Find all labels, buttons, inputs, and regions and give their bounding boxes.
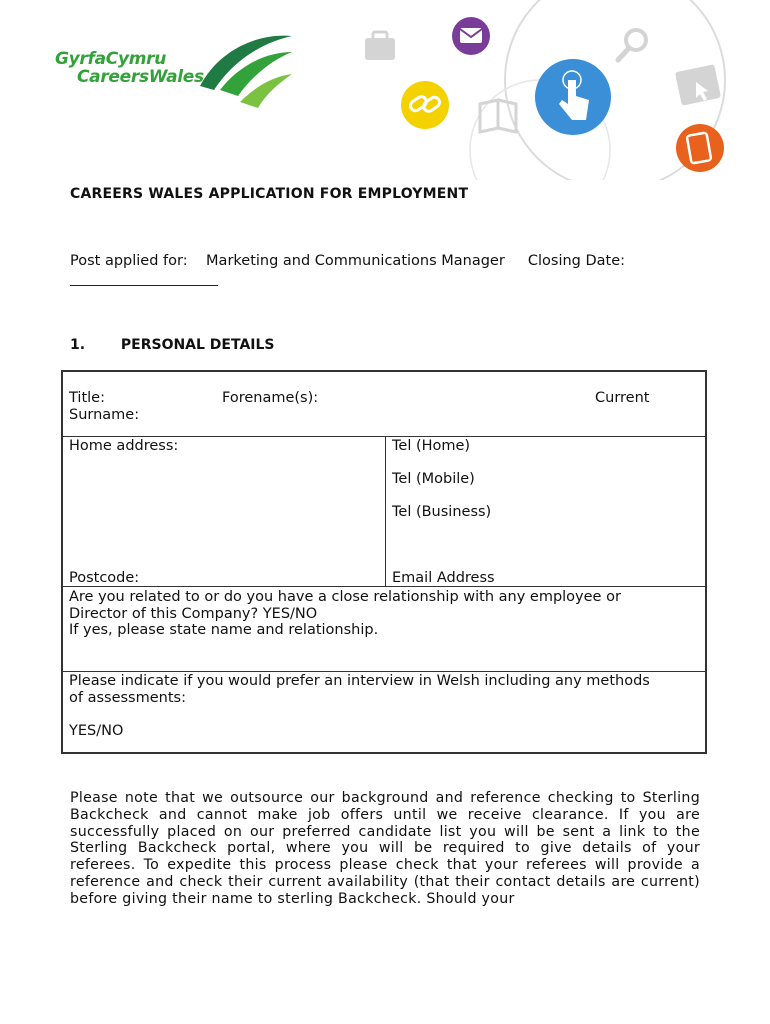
browser-cursor-icon [675,64,721,106]
surname-field[interactable]: Surname: [69,407,140,423]
tel-home-field[interactable]: Tel (Home) [392,438,471,454]
personal-details-table [61,370,707,754]
section-heading-personal-details [70,337,275,353]
link-icon [401,81,449,129]
section-title: PERSONAL DETAILS [120,337,275,353]
relationship-question-line-2[interactable]: Director of this Company? YES/NO [69,606,318,622]
logo-line-1: GyrfaCymru [55,49,167,69]
search-icon [618,30,646,60]
welsh-interview-answer[interactable]: YES/NO [69,723,124,739]
postcode-field[interactable]: Postcode: [69,570,140,586]
forename-field[interactable]: Forename(s): [222,390,319,406]
welsh-interview-question-line-1: Please indicate if you would prefer an interview in Welsh including any methods [69,673,650,689]
logo-line-2: CareersWales [77,67,204,87]
table-column-divider [385,436,386,586]
mail-icon [452,17,490,55]
email-address-field[interactable]: Email Address [392,570,495,586]
closing-date-label: Closing Date: [527,253,626,269]
home-address-field[interactable]: Home address: [69,438,179,454]
post-applied-line [70,253,625,269]
welsh-interview-question-line-2: of assessments: [69,690,186,706]
touch-hand-icon [535,59,611,135]
document-title: CAREERS WALES APPLICATION FOR EMPLOYMENT [70,186,469,202]
briefcase-icon [365,32,395,60]
table-divider [63,671,705,672]
logo-wordmark [55,50,204,86]
section-number: 1. [70,337,86,353]
post-applied-label: Post applied for: [70,253,188,269]
current-surname-label: Current [595,390,650,406]
post-applied-value: Marketing and Communications Manager [206,253,505,269]
tel-business-field[interactable]: Tel (Business) [392,504,492,520]
table-divider [63,586,705,587]
tel-mobile-field[interactable]: Tel (Mobile) [392,471,475,487]
closing-date-field[interactable] [70,285,218,286]
relationship-question-line-3[interactable]: If yes, please state name and relationship. [69,622,379,638]
careers-wales-logo [55,28,295,110]
tablet-icon [676,124,724,172]
table-divider [63,436,705,437]
header-decoration [340,0,770,180]
background-check-notice: Please note that we outsource our background and reference checking to Sterling Backcheck and cannot make job offers until we receive clearance. If you are successfully placed on our preferred candidate list you will be sent a link to the Sterling Backcheck portal, where you will be required to give details of your referees. To expedite this process please check that your referees will provide a reference and check their current availability (that their contact details are current) before giving their name to sterling Backcheck. Should your [70,790,700,907]
title-field[interactable]: Title: [69,390,105,406]
relationship-question-line-1: Are you related to or do you have a close relationship with any employee or [69,589,621,605]
